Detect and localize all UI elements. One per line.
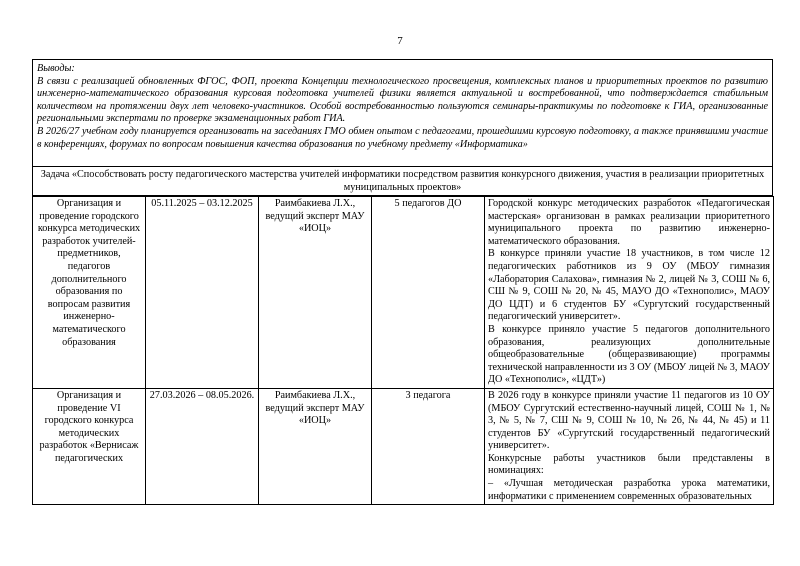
event-cell: Организация и проведение VI городского конкурса методических разработок «Вернисаж педагогических — [33, 388, 146, 504]
result-paragraph: Конкурсные работы участников были представлены в номинациях: — [488, 452, 770, 477]
table-row — [33, 388, 774, 504]
dates-cell: 27.03.2026 – 08.05.2026. — [146, 388, 259, 504]
participants-cell: 5 педагогов ДО — [372, 197, 485, 389]
results-cell — [485, 388, 774, 504]
events-table — [32, 196, 774, 505]
result-paragraph: В конкурсе приняли участие 18 участников, в том числе 12 педагогических работников из 9 ОУ (МБОУ гимназия «Лаборатория Салахова», гимназия № 2, лицей № 3, СОШ № 6, СШ № 9, СОШ № 20, № 45, МАУО ДО «Технополис», МАОУ ДО ЦДТ) и 6 студентов БУ «Сургутский государственный педагогический университет». — [488, 248, 770, 323]
result-paragraph: Городской конкурс методических разработок «Педагогическая мастерская» организован в рамках реализации приоритетного муниципального проекта по развитию инженерно-математического образования. — [488, 198, 770, 247]
event-cell: Организация и проведение городского конкурса методических разработок учителей-предметников, педагогов дополнительного образования по вопросам развития инженерно-математического образования — [33, 197, 146, 389]
conclusions-block — [32, 59, 773, 167]
participants-cell: 3 педагога — [372, 388, 485, 504]
result-paragraph: – «Лучшая методическая разработка урока математики, информатики с применением современных образовательных — [488, 478, 770, 502]
result-paragraph: В 2026 году в конкурсе приняли участие 11 педагогов из 10 ОУ (МБОУ Сургутский естественно-научный лицей, СОШ № 1, № 3, № 5, № 7, СШ № 9, СОШ № 10, № 26, № 44, № 45) и 11 студентов БУ «Сургутский государственный педагогический университет». — [488, 389, 770, 452]
dates-cell: 05.11.2025 – 03.12.2025 — [146, 197, 259, 389]
responsible-cell: Раимбакиева Л.Х., ведущий эксперт МАУ «ИОЦ» — [259, 388, 372, 504]
conclusions-title: Выводы: — [37, 63, 75, 74]
table-row — [33, 197, 774, 389]
conclusions-paragraph-1: В связи с реализацией обновленных ФГОС, ФОП, проекта Концепции технологического просвещения, комплексных планов и приоритетных проектов по развитию инженерно-математического образования курсовая подготовка учителей физики является актуальной и востребованной, что подтверждается стабильным количеством на протяжении двух лет человеко-участников. Особой востребованностью пользуются семинары-практикумы по подготовке к ГИА, организованные региональными экспертами по проверке экзаменационных работ ГИА. — [37, 75, 768, 125]
page-number: 7 — [397, 35, 403, 47]
result-paragraph: В конкурсе приняло участие 5 педагогов дополнительного образования, реализующих дополнительные общеобразовательные (общеразвивающие) программы технической направленности из 3 ОУ (МБОУ лицей № 3, МАОУ ДО «Технополис», «ЦДТ») — [488, 323, 770, 386]
conclusions-paragraph-2: В 2026/27 учебном году планируется организовать на заседаниях ГМО обмен опытом с педагогами, прошедшими курсовую подготовку, а также принявшими участие в конференциях, форумах по вопросам повышения качества образования по учебному предмету «Информатика» — [37, 125, 768, 150]
task-heading: Задача «Способствовать росту педагогического мастерства учителей информатики посредством развития конкурсного движения, участия в реализации приоритетных муниципальных проектов» — [32, 167, 773, 196]
responsible-cell: Раимбакиева Л.Х., ведущий эксперт МАУ «ИОЦ» — [259, 197, 372, 389]
results-cell — [485, 197, 774, 389]
